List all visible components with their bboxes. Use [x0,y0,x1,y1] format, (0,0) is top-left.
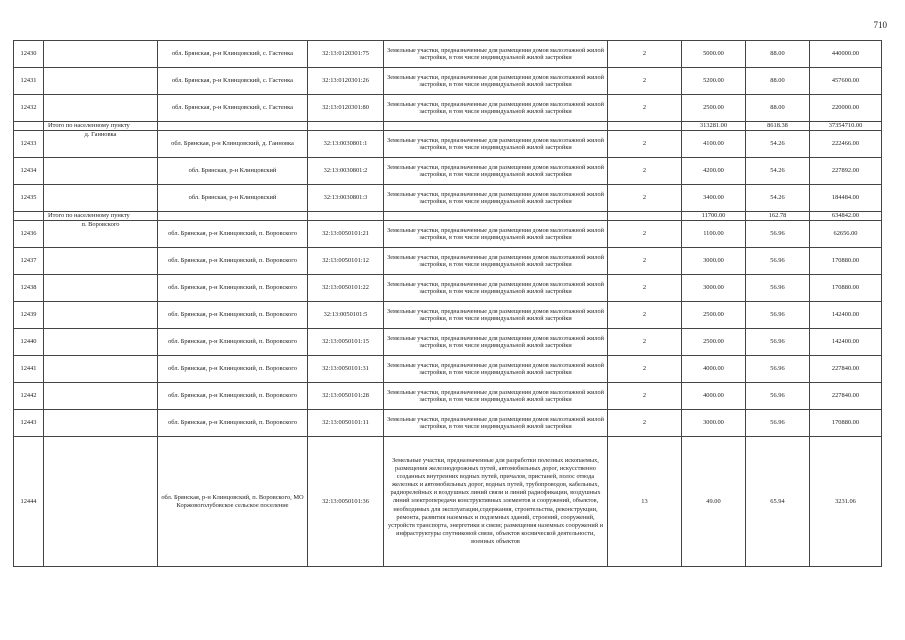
cell-description: Земельные участки, предназначенные для размещения домов малоэтажной жилой застройки, в том числе индивидуальной жилой застройки [384,185,608,212]
cell-address: обл. Брянская, р-н Клинцовский, п. Воровского, МО Коржовоголубовское сельское поселение [158,437,308,567]
cell-description: Земельные участки, предназначенные для размещения домов малоэтажной жилой застройки, в том числе индивидуальной жилой застройки [384,275,608,302]
cell-area: 3000.00 [682,275,746,302]
cell-group: 2 [608,68,682,95]
cell-location [44,248,158,275]
cell-group: 2 [608,383,682,410]
cell-location [44,185,158,212]
cell-value: 142400.00 [810,329,882,356]
cell-group: 2 [608,302,682,329]
cell-description: Земельные участки, предназначенные для размещения домов малоэтажной жилой застройки, в том числе индивидуальной жилой застройки [384,356,608,383]
cell-id: 12434 [14,158,44,185]
cell-address: обл. Брянская, р-н Клинцовский [158,185,308,212]
cell-id: 12439 [14,302,44,329]
cell-id: 12432 [14,95,44,122]
cell-address: обл. Брянская, р-н Клинцовский, п. Воровского [158,275,308,302]
cell-value: 227840.00 [810,356,882,383]
cell-description: Земельные участки, предназначенные для размещения домов малоэтажной жилой застройки, в том числе индивидуальной жилой застройки [384,410,608,437]
cell-rate: 56.96 [746,248,810,275]
cell-group: 2 [608,158,682,185]
cell-address: обл. Брянская, р-н Клинцовский, д. Ганновка [158,131,308,158]
cell-cadastral [308,212,384,221]
cell-location [44,302,158,329]
table-row [14,356,882,383]
page-number: 710 [873,20,887,30]
cell-cadastral: 32:13:0030801:3 [308,185,384,212]
cell-area: 2500.00 [682,302,746,329]
cell-group: 2 [608,131,682,158]
cell-value: 220000.00 [810,95,882,122]
total-rate: 8618.38 [746,122,810,131]
cell-rate: 56.96 [746,410,810,437]
cell-cadastral: 32:13:0050101:36 [308,437,384,567]
cell-id: 12442 [14,383,44,410]
cell-location [44,329,158,356]
total-value: 37354710.00 [810,122,882,131]
cell-rate: 56.96 [746,356,810,383]
cell-location: д. Ганновка [44,131,158,158]
cell-description: Земельные участки, предназначенные для размещения домов малоэтажной жилой застройки, в том числе индивидуальной жилой застройки [384,302,608,329]
cell-address: обл. Брянская, р-н Клинцовский, п. Воровского [158,383,308,410]
cell-location [44,437,158,567]
cell-address: обл. Брянская, р-н Клинцовский, п. Воровского [158,410,308,437]
cell-id: 12436 [14,221,44,248]
table-row [14,68,882,95]
cell-value: 227840.00 [810,383,882,410]
cell-rate: 56.96 [746,383,810,410]
cell-description: Земельные участки, предназначенные для размещения домов малоэтажной жилой застройки, в том числе индивидуальной жилой застройки [384,131,608,158]
cell-rate: 56.96 [746,275,810,302]
table-row [14,95,882,122]
cell-description: Земельные участки, предназначенные для размещения домов малоэтажной жилой застройки, в том числе индивидуальной жилой застройки [384,158,608,185]
cell-address [158,212,308,221]
cell-rate: 54.26 [746,185,810,212]
cell-group: 2 [608,275,682,302]
table-row [14,131,882,158]
cell-group [608,122,682,131]
cell-cadastral: 32:13:0120301:26 [308,68,384,95]
cell-cadastral: 32:13:0050101:15 [308,329,384,356]
cell-area: 4000.00 [682,356,746,383]
cell-cadastral: 32:13:0050101:31 [308,356,384,383]
total-area: 313281.00 [682,122,746,131]
cell-address: обл. Брянская, р-н Клинцовский, с. Гастенка [158,41,308,68]
cell-location [44,41,158,68]
cell-group: 13 [608,437,682,567]
cell-address: обл. Брянская, р-н Клинцовский, п. Воровского [158,248,308,275]
cell-area: 4100.00 [682,131,746,158]
cell-value: 3231.06 [810,437,882,567]
cell-value: 170880.00 [810,248,882,275]
cell-id: 12437 [14,248,44,275]
cell-cadastral: 32:13:0030801:2 [308,158,384,185]
cell-location [44,68,158,95]
cell-description [384,122,608,131]
table-row [14,410,882,437]
cell-location [44,383,158,410]
cell-cadastral: 32:13:0050101:21 [308,221,384,248]
cell-area: 2500.00 [682,329,746,356]
cell-address [158,122,308,131]
table-row [14,329,882,356]
cell-id: 12433 [14,131,44,158]
table-row [14,275,882,302]
cell-value: 142400.00 [810,302,882,329]
cell-id: 12444 [14,437,44,567]
cell-group: 2 [608,248,682,275]
table-row [14,383,882,410]
cell-value: 170880.00 [810,275,882,302]
table-row [14,185,882,212]
cell-cadastral: 32:13:0050101:5 [308,302,384,329]
cell-id: 12440 [14,329,44,356]
cell-cadastral [308,122,384,131]
cell-area: 4200.00 [682,158,746,185]
cell-description: Земельные участки, предназначенные для размещения домов малоэтажной жилой застройки, в том числе индивидуальной жилой застройки [384,95,608,122]
cell-group: 2 [608,221,682,248]
total-label: Итого по населенному пункту [44,212,158,221]
cell-group: 2 [608,185,682,212]
cell-location [44,410,158,437]
cell-value: 62656.00 [810,221,882,248]
cell-rate: 56.96 [746,329,810,356]
cell-area: 5000.00 [682,41,746,68]
cell-id: 12438 [14,275,44,302]
cell-cadastral: 32:13:0050101:22 [308,275,384,302]
cell-rate: 56.96 [746,302,810,329]
cell-value: 457600.00 [810,68,882,95]
total-label: Итого по населенному пункту [44,122,158,131]
table-body [14,41,882,567]
cell-address: обл. Брянская, р-н Клинцовский, п. Воровского [158,221,308,248]
cell-id [14,212,44,221]
cell-location [44,356,158,383]
cell-rate: 88.00 [746,95,810,122]
table-row [14,41,882,68]
cell-group: 2 [608,356,682,383]
table-row [14,248,882,275]
cell-rate: 88.00 [746,41,810,68]
cell-value: 222466.00 [810,131,882,158]
cell-area: 3000.00 [682,248,746,275]
cell-cadastral: 32:13:0050101:12 [308,248,384,275]
cell-address: обл. Брянская, р-н Клинцовский, п. Воровского [158,356,308,383]
cell-address: обл. Брянская, р-н Клинцовский [158,158,308,185]
cell-rate: 54.26 [746,131,810,158]
cell-group: 2 [608,329,682,356]
cell-description: Земельные участки, предназначенные для размещения домов малоэтажной жилой застройки, в том числе индивидуальной жилой застройки [384,329,608,356]
cell-cadastral: 32:13:0050101:11 [308,410,384,437]
total-row [14,212,882,221]
cell-area: 49.00 [682,437,746,567]
cell-value: 227892.00 [810,158,882,185]
cell-cadastral: 32:13:0050101:28 [308,383,384,410]
cell-group: 2 [608,41,682,68]
cell-area: 3400.00 [682,185,746,212]
cadastral-value-table [13,40,882,567]
cell-value: 440000.00 [810,41,882,68]
cell-cadastral: 32:13:0120301:75 [308,41,384,68]
cell-description [384,212,608,221]
cell-location [44,158,158,185]
table-row [14,158,882,185]
cell-id: 12441 [14,356,44,383]
cell-id: 12443 [14,410,44,437]
table-row [14,221,882,248]
cell-group [608,212,682,221]
cell-area: 3000.00 [682,410,746,437]
cell-address: обл. Брянская, р-н Клинцовский, с. Гастенка [158,95,308,122]
cell-location [44,275,158,302]
cell-location: п. Воровского [44,221,158,248]
cell-group: 2 [608,410,682,437]
cell-id: 12430 [14,41,44,68]
cell-address: обл. Брянская, р-н Клинцовский, п. Воровского [158,329,308,356]
cell-area: 5200.00 [682,68,746,95]
cell-group: 2 [608,95,682,122]
cell-cadastral: 32:13:0120301:80 [308,95,384,122]
cell-rate: 54.26 [746,158,810,185]
cell-address: обл. Брянская, р-н Клинцовский, с. Гастенка [158,68,308,95]
cell-area: 2500.00 [682,95,746,122]
cell-id [14,122,44,131]
total-area: 11700.00 [682,212,746,221]
table-row [14,437,882,567]
cell-rate: 88.00 [746,68,810,95]
cell-id: 12431 [14,68,44,95]
cell-description: Земельные участки, предназначенные для размещения домов малоэтажной жилой застройки, в том числе индивидуальной жилой застройки [384,68,608,95]
cell-description: Земельные участки, предназначенные для разработки полезных ископаемых, размещения железнодорожных путей, автомобильных дорог, искусственно созданных внутренних водных путей, причалов, пристаней, полос отвода железных и автомобильных дорог, водных путей, трубопроводов, кабельных, радиорелейных и воздушных линий связи и линий радиофикации, воздушных линий электропередачи конструктивных элементов и сооружений, объектов, необходимых для эксплуатации,содержания, строительства, реконструкции, ремонта, развития наземных и подземных зданий, строений, сооружений, устройств транспорта, энергетики и связи; размещения наземных сооружений и инфраструктуры спутниковой связи, объектов космической деятельности, военных объектов [384,437,608,567]
total-row [14,122,882,131]
cell-value: 184484.00 [810,185,882,212]
cell-description: Земельные участки, предназначенные для размещения домов малоэтажной жилой застройки, в том числе индивидуальной жилой застройки [384,41,608,68]
cell-id: 12435 [14,185,44,212]
table-row [14,302,882,329]
cell-area: 4000.00 [682,383,746,410]
cell-area: 1100.00 [682,221,746,248]
cell-cadastral: 32:13:0030801:1 [308,131,384,158]
cell-value: 170880.00 [810,410,882,437]
cell-rate: 56.96 [746,221,810,248]
cell-location [44,95,158,122]
cell-address: обл. Брянская, р-н Клинцовский, п. Воровского [158,302,308,329]
cell-rate: 65.94 [746,437,810,567]
total-rate: 162.78 [746,212,810,221]
total-value: 634842.00 [810,212,882,221]
cell-description: Земельные участки, предназначенные для размещения домов малоэтажной жилой застройки, в том числе индивидуальной жилой застройки [384,221,608,248]
cell-description: Земельные участки, предназначенные для размещения домов малоэтажной жилой застройки, в том числе индивидуальной жилой застройки [384,248,608,275]
cell-description: Земельные участки, предназначенные для размещения домов малоэтажной жилой застройки, в том числе индивидуальной жилой застройки [384,383,608,410]
